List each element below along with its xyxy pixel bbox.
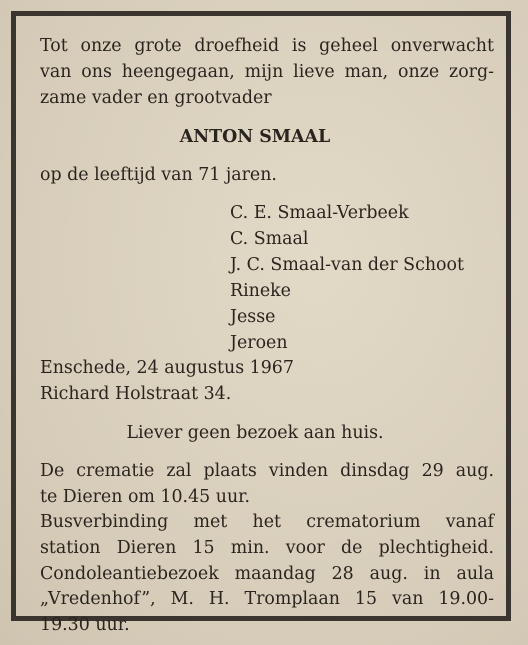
details-line: „Vredenhof”, M. H. Tromplaan 15 van 19.00- — [40, 589, 494, 609]
age-line: op de leeftijd van 71 jaren. — [40, 165, 277, 185]
details-line: De crematie zal plaats vinden dinsdag 29 aug. — [40, 461, 494, 481]
details-line: te Dieren om 10.45 uur. — [40, 487, 251, 507]
details-line: Condoleantiebezoek maandag 28 aug. in aula — [40, 564, 494, 584]
obituary-border — [11, 11, 511, 635]
intro-line-2: van ons heengegaan, mijn lieve man, onze zorg- — [40, 62, 494, 82]
address: Richard Holstraat 34. — [40, 384, 232, 404]
family-member: J. C. Smaal-van der Schoot — [230, 255, 464, 275]
deceased-name: ANTON SMAAL — [179, 127, 331, 147]
obituary-text — [16, 16, 506, 635]
family-member: C. Smaal — [230, 229, 309, 249]
intro-line-3: zame vader en grootvader — [40, 88, 272, 108]
family-member: Jesse — [230, 307, 276, 327]
details-line: Busverbinding met het crematorium vanaf — [40, 512, 494, 532]
no-visit-notice: Liever geen bezoek aan huis. — [126, 423, 384, 443]
family-member: C. E. Smaal-Verbeek — [230, 203, 409, 223]
details-line: 19.30 uur. — [40, 615, 130, 635]
family-member: Rineke — [230, 281, 291, 301]
intro-line-1: Tot onze grote droefheid is geheel onverwacht — [40, 36, 494, 56]
details-line: station Dieren 15 min. voor de plechtigheid. — [40, 538, 494, 558]
family-member: Jeroen — [230, 333, 288, 353]
place-date: Enschede, 24 augustus 1967 — [40, 358, 294, 378]
